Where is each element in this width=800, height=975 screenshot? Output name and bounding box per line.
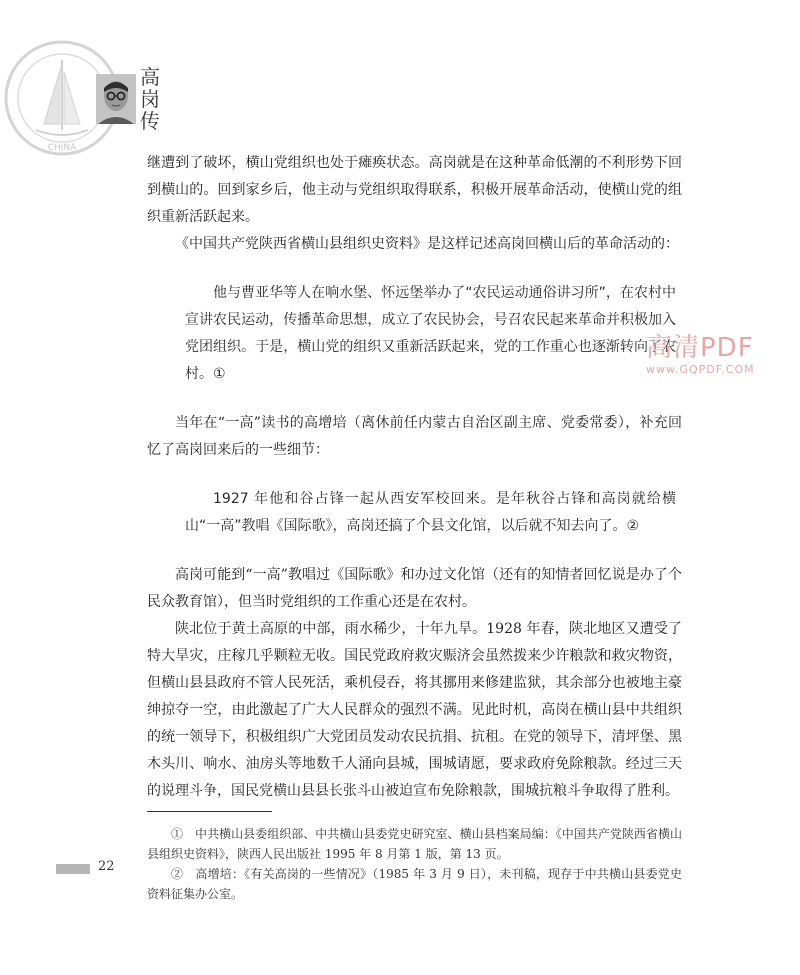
paragraph-3: 当年在“一高”读书的高增培（离休前任内蒙古自治区副主席、党委常委），补充回忆了高岗回来后的一些细节： [147,415,682,458]
page-number-bar [56,864,90,874]
paragraph-2: 《中国共产党陕西省横山县组织史资料》是这样记述高岗回横山后的革命活动的： [175,236,679,252]
running-header-book-title: 高岗传 [140,65,160,133]
block-quote-2: 1927 年他和谷占锋一起从西安军校回来。是年秋谷占锋和高岗就给横山“一高”教唱《国际歌》，高岗还搞了个县文化馆，以后就不知去向了。② [185,491,676,534]
watermark-main-text: 高清PDF [646,333,754,363]
author-portrait-image [96,74,136,124]
paragraph-5: 陕北位于黄土高原的中部，雨水稀少，十年九旱。1928 年春，陕北地区又遭受了特大旱灾，庄稼几乎颗粒无收。国民党政府救灾赈济会虽然拨来少许粮款和救灾物资，但横山县县政府不管人民死活，乘机侵吞，将其挪用来修建监狱，其余部分也被地主豪绅掠夺一空，由此激起了广大人民群众的强烈不满。见此时机，高岗在横山县中共组织的统一领导下，积极组织广大党团员发动农民抗捐、抗租。在党的领导下，清坪堡、黑木头川、响水、油房头等地数千人涌向县城，围城请愿，要求政府免除粮款。经过三天的说理斗争，国民党横山县县长张斗山被迫宣布免除粮款，围城抗粮斗争取得了胜利。 [147,621,682,799]
block-quote-1: 他与曹亚华等人在响水堡、怀远堡举办了“农民运动通俗讲习所”，在农村中宣讲农民运动，传播革命思想，成立了农民协会，号召农民起来革命并积极加入党团组织。于是，横山党的组织又重新活跃起来，党的工作重心也逐渐转向了农村。① [185,285,676,382]
paragraph-4: 高岗可能到“一高”教唱过《国际歌》和办过文化馆（还有的知情者回忆说是办了个民众教育馆），但当时党组织的工作重心还是在农村。 [147,567,682,610]
footnote-2: ② 高增培：《有关高岗的一些情况》（1985 年 3 月 9 日），未刊稿，现存于中共横山县委党史资料征集办公室。 [147,867,682,901]
footnote-1: ① 中共横山县委组织部、中共横山县委党史研究室、横山县档案局编：《中国共产党陕西省横山县组织史资料》，陕西人民出版社 1995 年 8 月第 1 版，第 13 页。 [147,827,682,861]
paragraph-1: 继遭到了破坏，横山党组织也处于瘫痪状态。高岗就是在这种革命低潮的不利形势下回到横山的。回到家乡后，他主动与党组织取得联系，积极开展革命活动，使横山党的组织重新活跃起来。 [147,155,682,225]
watermark [646,333,786,391]
svg-text:CHINA: CHINA [47,143,77,153]
footnotes [147,824,682,904]
watermark-url-text: www.GQPDF.COM [646,363,755,376]
page-number: 22 [98,859,115,874]
page-body [147,150,682,805]
footnote-divider [147,811,272,812]
